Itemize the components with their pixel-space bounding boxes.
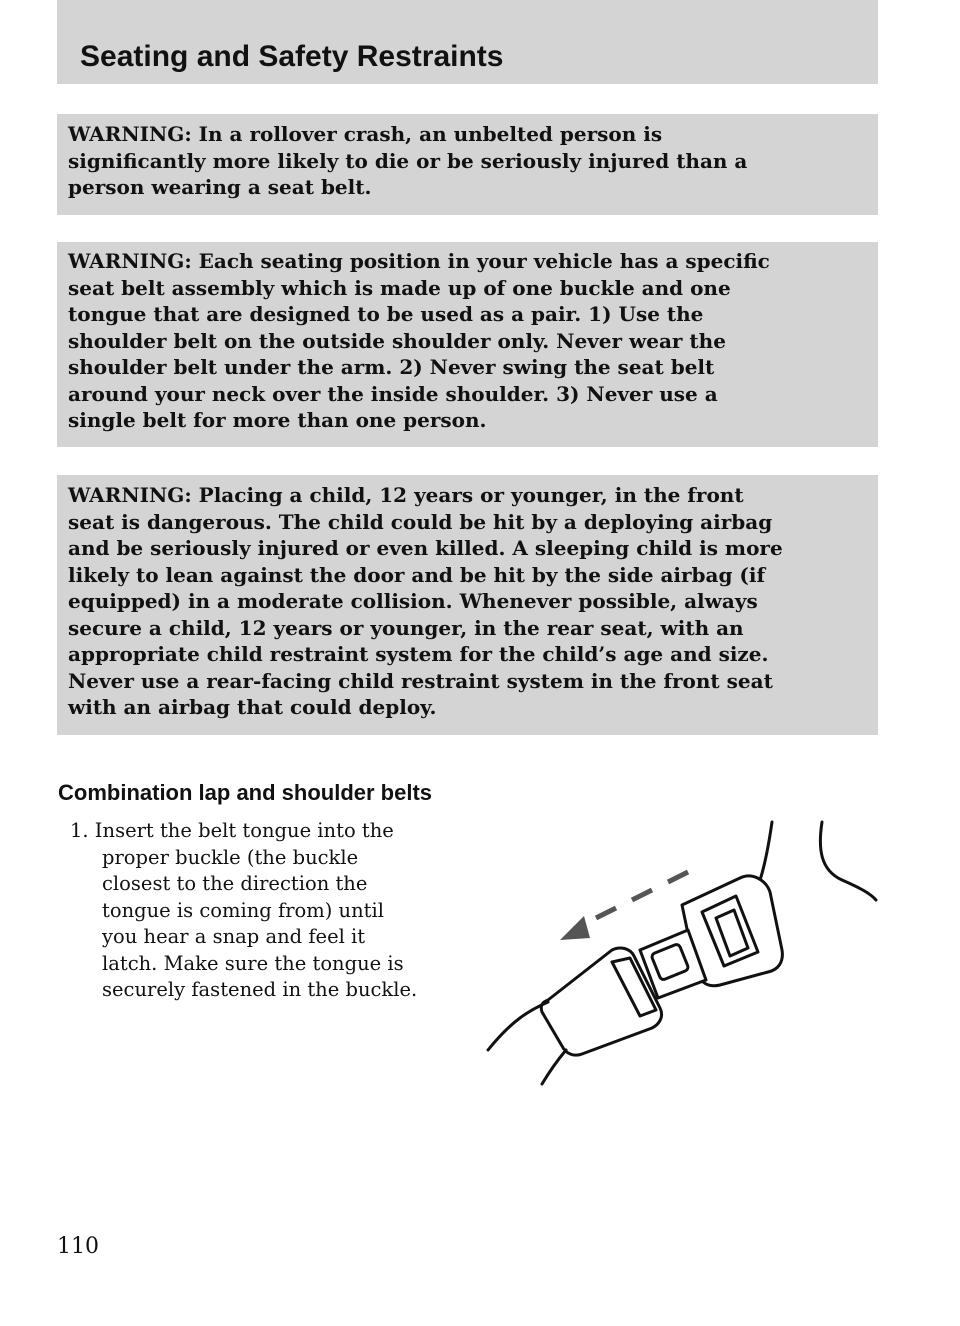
warning-line: shoulder belt under the arm. 2) Never swing the seat belt (68, 355, 715, 379)
step-line: latch. Make sure the tongue is (102, 951, 404, 975)
section-heading: Combination lap and shoulder belts (58, 780, 433, 805)
step-line: tongue is coming from) until (102, 898, 384, 922)
warning-line: around your neck over the inside shoulder. 3) Never use a (68, 381, 718, 406)
warning-box-seating-position (57, 242, 878, 447)
page-number: 110 (57, 1234, 99, 1259)
warning-line: Never use a rear-facing child restraint system in the front seat (68, 668, 773, 693)
step-line: closest to the direction the (102, 872, 368, 895)
warning-line: WARNING: Each seating position in your vehicle has a specific (68, 249, 770, 273)
warning-line: tongue that are designed to be used as a pair. 1) Use the (68, 302, 704, 326)
warning-box-child-front-seat (57, 475, 878, 735)
warning-line: equipped) in a moderate collision. Whenever possible, always (68, 589, 758, 613)
instruction-step-1 (70, 818, 490, 1004)
warning-line: WARNING: In a rollover crash, an unbelted person is (68, 122, 663, 146)
warning-box-rollover (57, 114, 878, 215)
warning-line: WARNING: Placing a child, 12 years or younger, in the front (68, 483, 744, 507)
warning-line: with an airbag that could deploy. (68, 695, 437, 719)
arrow-head-icon (560, 916, 590, 940)
step-line: you hear a snap and feel it (102, 925, 366, 948)
warning-line: person wearing a seat belt. (68, 175, 372, 199)
warning-line: and be seriously injured or even killed. A sleeping child is more (68, 536, 783, 560)
seat-belt-buckle-icon (482, 815, 892, 1090)
insert-direction-arrow-icon (574, 872, 688, 929)
warning-line: appropriate child restraint system for the child’s age and size. (68, 642, 769, 666)
warning-line: secure a child, 12 years or younger, in the rear seat, with an (68, 615, 744, 640)
warning-line: seat belt assembly which is made up of one buckle and one (68, 275, 731, 300)
step-line: proper buckle (the buckle (102, 845, 359, 869)
warning-line: likely to lean against the door and be hit by the side airbag (if (68, 562, 766, 587)
step-line: securely fastened in the buckle. (102, 978, 418, 1001)
step-line: 1. Insert the belt tongue into the (70, 819, 394, 842)
warning-line: seat is dangerous. The child could be hit by a deploying airbag (68, 509, 773, 534)
warning-line: significantly more likely to die or be seriously injured than a (68, 148, 748, 173)
page-title: Seating and Safety Restraints (80, 40, 504, 73)
warning-line: shoulder belt on the outside shoulder only. Never wear the (68, 328, 726, 353)
warning-line: single belt for more than one person. (68, 408, 487, 432)
